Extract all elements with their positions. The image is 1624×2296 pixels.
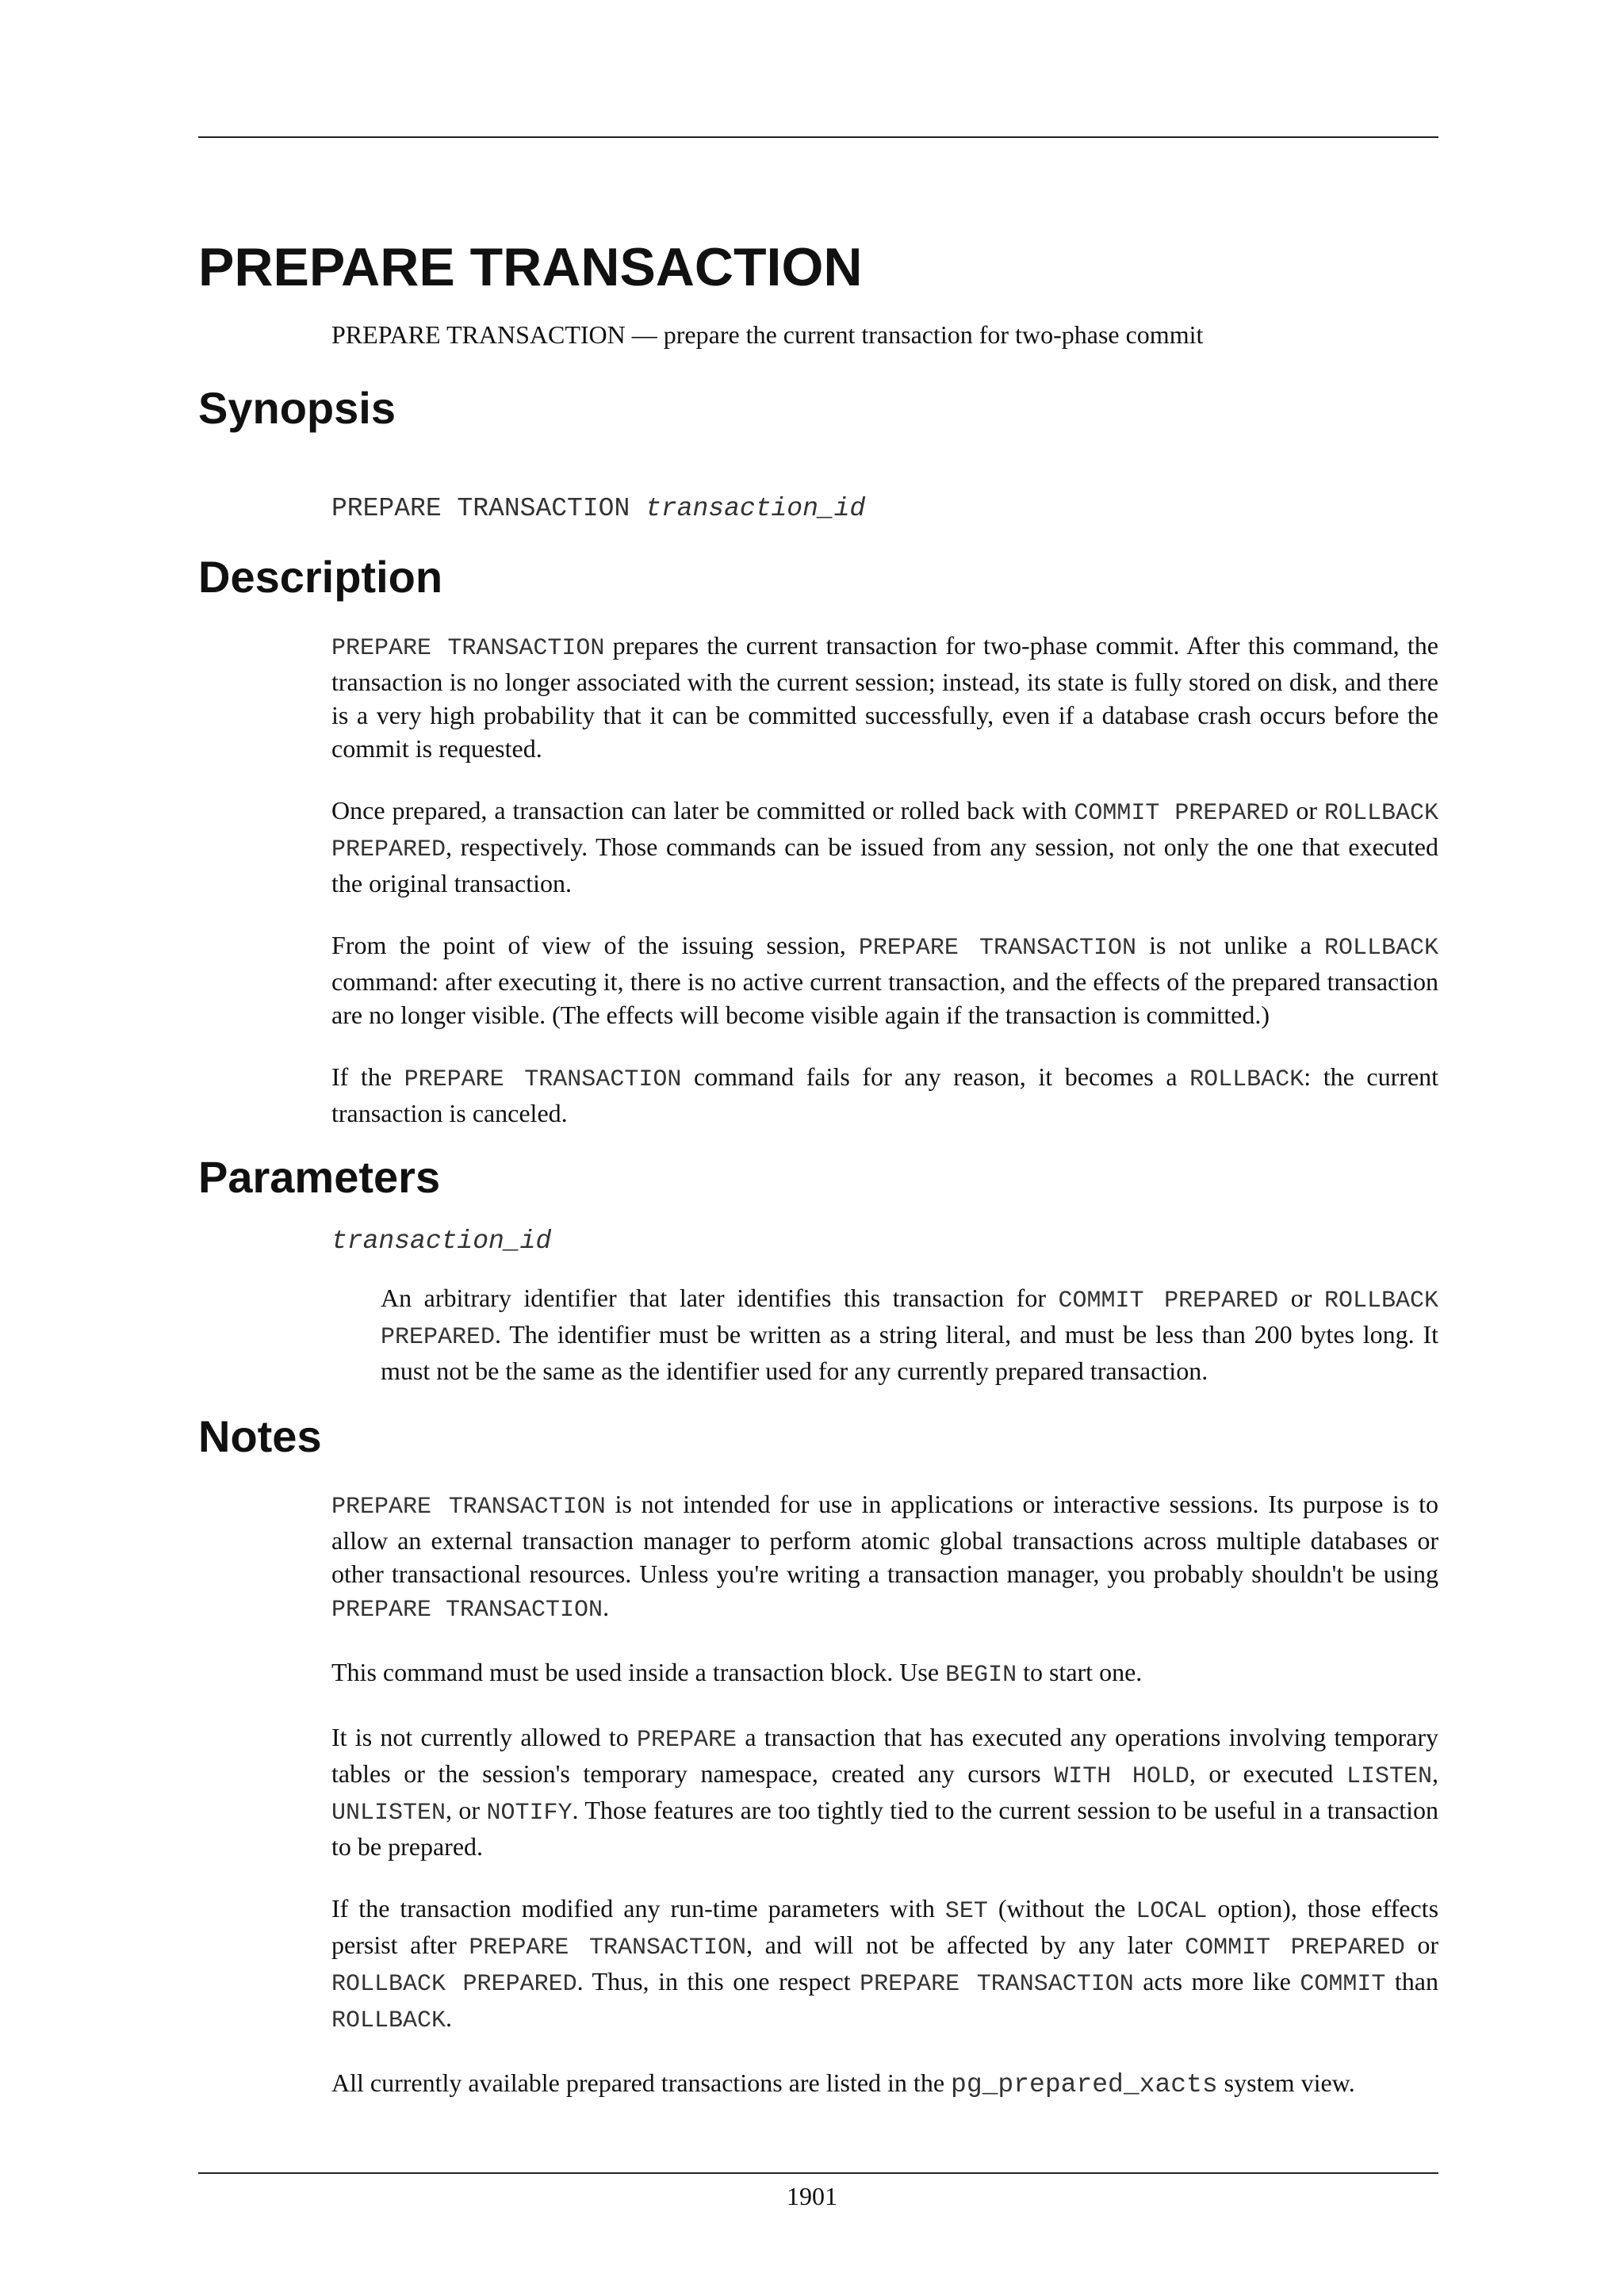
paragraph-text: , — [1432, 1759, 1439, 1789]
code-term: ROLLBACK — [1189, 1066, 1304, 1093]
code-term: COMMIT PREPARED — [1058, 1287, 1279, 1314]
code-term: PREPARE TRANSACTION — [860, 1971, 1134, 1999]
paragraph-text: (without the — [987, 1894, 1136, 1923]
notes-paragraph-1 — [331, 1487, 1438, 1627]
paragraph-text: prepares the current transaction for two-phase commit. After this command, the transaction is no longer associated with the current session; instead, its state is fully stored on disk, and there is a very high probability that it can be committed successfully, even if a database crash occurs before the commit is requested. — [331, 630, 1438, 763]
paragraph-text: or — [1404, 1931, 1439, 1960]
description-body — [331, 629, 1438, 1130]
synopsis-command: PREPARE TRANSACTION — [331, 494, 630, 524]
footer-rule — [198, 2172, 1438, 2174]
code-term: LISTEN — [1346, 1763, 1433, 1791]
notes-body — [331, 1487, 1438, 2102]
code-term: NOTIFY — [486, 1800, 573, 1827]
paragraph-text: is not unlike a — [1136, 930, 1324, 959]
paragraph-text: command: after executing it, there is no active current transaction, and the effects of the prepared transaction are no longer visible. (The effects will become visible again if the transaction is committed.) — [331, 966, 1438, 1029]
paragraph-text: : the current transaction is canceled. — [331, 1062, 1439, 1127]
code-term: ROLLBACK — [1324, 934, 1439, 962]
paragraph-text: system view. — [1217, 2068, 1355, 2098]
page-title: PREPARE TRANSACTION — [198, 237, 863, 297]
code-term: PREPARE TRANSACTION — [404, 1066, 682, 1093]
synopsis-heading: Synopsis — [198, 382, 396, 433]
parameter-name: transaction_id — [331, 1226, 552, 1256]
code-term: PREPARE TRANSACTION — [469, 1934, 747, 1962]
code-term: SET — [944, 1898, 988, 1926]
code-term: PREPARE TRANSACTION — [331, 634, 605, 662]
paragraph-text: or — [1278, 1283, 1324, 1312]
code-term: WITH HOLD — [1054, 1763, 1189, 1791]
paragraph-text: Once prepared, a transaction can later be committed or rolled back with — [331, 795, 1074, 825]
code-term: COMMIT PREPARED — [1185, 1934, 1405, 1962]
paragraph-text: option), those effects persist after — [331, 1894, 1439, 1960]
paragraph-text: command fails for any reason, it becomes a — [681, 1062, 1190, 1091]
paragraph-text: acts more like — [1133, 1967, 1300, 1996]
paragraph-text: , or executed — [1189, 1759, 1346, 1789]
paragraph-text: . The identifier must be written as a string literal, and must be less than 200 bytes long. It must not be the same as the identifier used for any currently prepared transaction. — [381, 1319, 1438, 1385]
code-term: PREPARE TRANSACTION — [331, 1597, 603, 1624]
notes-paragraph-4 — [331, 1892, 1438, 2038]
parameters-heading: Parameters — [198, 1151, 441, 1202]
code-term: ROLLBACK PREPARED — [331, 1971, 577, 1999]
description-paragraph-1 — [331, 629, 1438, 765]
synopsis-block — [331, 494, 1438, 523]
code-term: BEGIN — [945, 1662, 1017, 1689]
paragraph-text: . Thus, in this one respect — [576, 1967, 860, 1996]
paragraph-text: , or — [446, 1796, 487, 1825]
paragraph-text: a transaction that has executed any operations involving temporary tables or the session's temporary namespace, created any cursors — [331, 1723, 1439, 1789]
description-paragraph-4 — [331, 1060, 1438, 1130]
notes-paragraph-5 — [331, 2066, 1438, 2102]
header-rule — [198, 136, 1438, 138]
code-term: PREPARE TRANSACTION — [858, 934, 1137, 962]
parameter-definition — [381, 1281, 1438, 1387]
code-term: PREPARE — [637, 1727, 737, 1755]
code-term: PREPARE TRANSACTION — [331, 1494, 606, 1521]
system-view-link[interactable]: pg_prepared_xacts — [951, 2070, 1218, 2100]
paragraph-text: It is not currently allowed to — [331, 1723, 638, 1752]
description-heading: Description — [198, 552, 443, 603]
paragraph-text: to start one. — [1017, 1658, 1143, 1687]
code-term: LOCAL — [1136, 1898, 1208, 1926]
paragraph-text: , respectively. Those commands can be issued from any session, not only the one that executed the original transaction. — [331, 832, 1438, 897]
code-term: ROLLBACK PREPARED — [381, 1287, 1439, 1351]
code-term: UNLISTEN — [331, 1800, 446, 1827]
page-number: 1901 — [787, 2182, 837, 2210]
paragraph-text: . — [446, 2003, 453, 2033]
paragraph-text: This command must be used inside a transaction block. Use — [331, 1658, 946, 1687]
paragraph-text: From the point of view of the issuing session, — [331, 930, 859, 959]
code-term: ROLLBACK PREPARED — [331, 799, 1439, 863]
parameter-term — [331, 1226, 1438, 1256]
paragraph-text: is not intended for use in applications or interactive sessions. Its purpose is to allow an external transaction manager to perform atomic global transactions across multiple databases or other transactional resources. Unless you're writing a transaction manager, you probably shouldn't be using — [331, 1490, 1439, 1589]
paragraph-text: or — [1289, 795, 1324, 825]
notes-paragraph-2 — [331, 1655, 1438, 1692]
code-term: COMMIT — [1300, 1971, 1386, 1999]
code-term: COMMIT PREPARED — [1074, 799, 1289, 827]
paragraph-text: An arbitrary identifier that later identifies this transaction for — [381, 1283, 1059, 1312]
code-term: ROLLBACK — [331, 2007, 446, 2035]
synopsis-argument: transaction_id — [645, 494, 866, 524]
notes-paragraph-3 — [331, 1720, 1438, 1863]
paragraph-text: All currently available prepared transactions are listed in the — [331, 2068, 952, 2098]
description-paragraph-3 — [331, 928, 1438, 1031]
paragraph-text: than — [1385, 1967, 1438, 1996]
paragraph-text: . — [603, 1593, 610, 1622]
document-body — [198, 238, 1438, 2102]
paragraph-text: , and will not be affected by any later — [746, 1931, 1185, 1960]
parameter-definition-text — [381, 1281, 1438, 1387]
page-subtitle: PREPARE TRANSACTION — prepare the current transaction for two-phase commit — [331, 320, 1204, 349]
description-paragraph-2 — [331, 794, 1438, 900]
paragraph-text: If the — [331, 1062, 404, 1091]
paragraph-text: . Those features are too tightly tied to the current session to be useful in a transaction to be prepared. — [331, 1796, 1439, 1862]
paragraph-text: If the transaction modified any run-time parameters with — [331, 1894, 945, 1923]
notes-heading: Notes — [198, 1410, 322, 1461]
